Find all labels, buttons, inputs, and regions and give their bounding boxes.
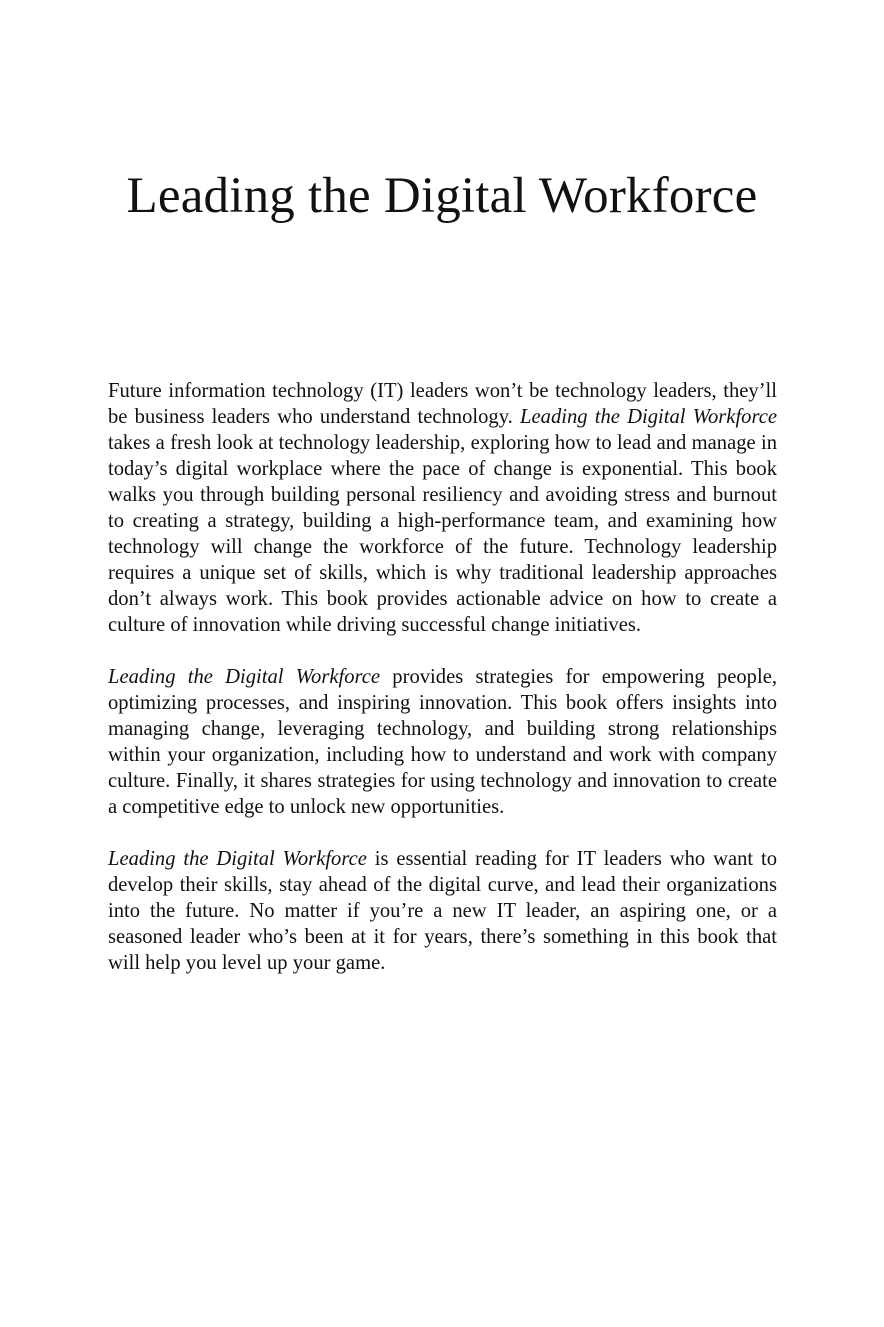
paragraph-1 xyxy=(108,378,777,638)
paragraph-2-book-title: Leading the Digital Workforce xyxy=(108,666,381,688)
paragraph-3-segment-2: is essential reading for IT leaders who want to develop their skills, stay ahead of the digital curve, and lead their organizations into the future. No matter if you’re a new IT leader, an aspiring one, or a seasoned leader who’s been at it for years, there’s something in this book that will help you level up your game. xyxy=(108,848,777,974)
paragraph-2 xyxy=(108,664,777,820)
paragraph-1-segment-3: takes a fresh look at technology leadership, exploring how to lead and manage in today’s digital workplace where the pace of change is exponential. This book walks you through building personal resiliency and avoiding stress and burnout to creating a strategy, building a high-performance team, and examining how technology will change the workforce of the future. Technology leadership requires a unique set of skills, which is why traditional leadership approaches don’t always work. This book provides actionable advice on how to create a culture of innovation while driving successful change initiatives. xyxy=(108,432,777,636)
paragraph-1-book-title: Leading the Digital Workforce xyxy=(520,406,778,428)
paragraph-3-book-title: Leading the Digital Workforce xyxy=(108,848,367,870)
paragraph-2-segment-2: provides strategies for empowering people, optimizing processes, and inspiring innovation. This book offers insights into managing change, leveraging technology, and building strong relationships within your organization, including how to understand and work with company culture. Finally, it shares strategies for using technology and innovation to create a competitive edge to unlock new opportunities. xyxy=(108,666,777,818)
description-body xyxy=(108,378,777,1002)
page-title: Leading the Digital Workforce xyxy=(126,168,758,224)
paragraph-1-segment-1: Future information technology (IT) leaders won’t be technology leaders, they’ll be business leaders who understand technology. xyxy=(108,380,777,428)
paragraph-3 xyxy=(108,846,777,976)
